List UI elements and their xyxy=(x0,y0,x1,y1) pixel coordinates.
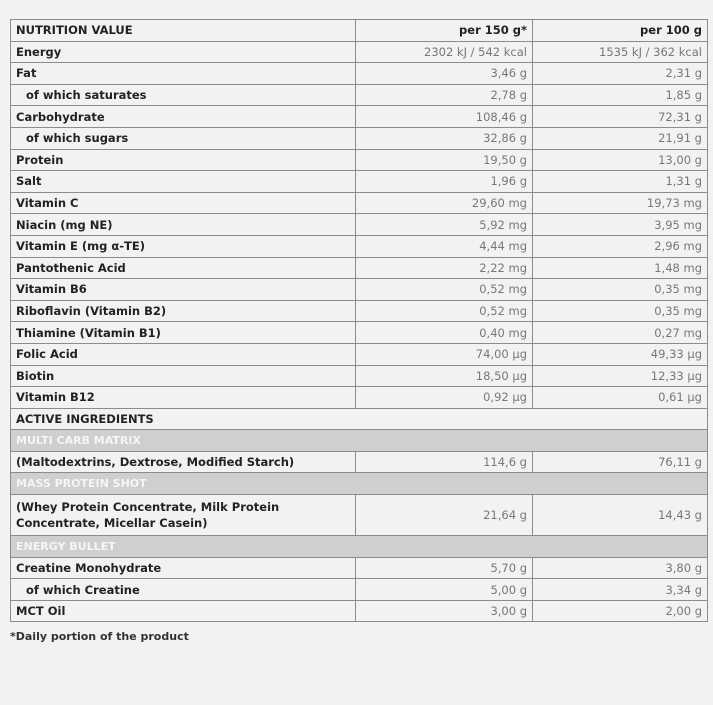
nutrient-rows xyxy=(11,41,708,408)
row-value-per-150g: 1,96 g xyxy=(356,171,533,193)
row-value-per-150g: 2,22 mg xyxy=(356,257,533,279)
active-ingredients-row xyxy=(11,408,708,430)
table-row xyxy=(11,300,708,322)
multi-carb-band xyxy=(11,430,708,452)
multi-carb-per-150g: 114,6 g xyxy=(356,451,533,473)
row-value-per-100g: 1535 kJ / 362 kcal xyxy=(533,41,708,63)
row-value-per-100g: 0,35 mg xyxy=(533,300,708,322)
row-value-per-150g: 2302 kJ / 542 kcal xyxy=(356,41,533,63)
active-ingredients-title: ACTIVE INGREDIENTS xyxy=(11,408,708,430)
row-value-per-100g: 2,31 g xyxy=(533,63,708,85)
table-row xyxy=(11,343,708,365)
table-row xyxy=(11,322,708,344)
row-value-per-100g: 3,95 mg xyxy=(533,214,708,236)
row-value-per-100g: 1,48 mg xyxy=(533,257,708,279)
row-label: Folic Acid xyxy=(11,343,356,365)
table-row xyxy=(11,192,708,214)
mass-protein-per-100g: 14,43 g xyxy=(533,495,708,536)
row-value-per-100g: 19,73 mg xyxy=(533,192,708,214)
row-value-per-150g: 32,86 g xyxy=(356,127,533,149)
row-value-per-100g: 1,31 g xyxy=(533,171,708,193)
row-value-per-100g: 0,61 µg xyxy=(533,387,708,409)
table-row xyxy=(11,579,708,601)
row-value-per-100g: 21,91 g xyxy=(533,127,708,149)
header-per-150g: per 150 g* xyxy=(356,20,533,42)
row-label: Energy xyxy=(11,41,356,63)
row-value-per-150g: 5,92 mg xyxy=(356,214,533,236)
table-row xyxy=(11,127,708,149)
row-label: of which saturates xyxy=(11,84,356,106)
row-value-per-150g: 5,70 g xyxy=(356,557,533,579)
row-value-per-100g: 0,27 mg xyxy=(533,322,708,344)
table-row xyxy=(11,365,708,387)
nutrition-table-container xyxy=(10,19,707,643)
table-row xyxy=(11,235,708,257)
active-ingredients-section xyxy=(11,408,708,557)
row-value-per-100g: 12,33 µg xyxy=(533,365,708,387)
row-value-per-150g: 0,40 mg xyxy=(356,322,533,344)
row-value-per-150g: 3,00 g xyxy=(356,600,533,622)
row-value-per-100g: 0,35 mg xyxy=(533,279,708,301)
row-label: Niacin (mg NE) xyxy=(11,214,356,236)
table-row xyxy=(11,41,708,63)
row-label: of which Creatine xyxy=(11,579,356,601)
mass-protein-band-label: MASS PROTEIN SHOT xyxy=(11,473,708,495)
multi-carb-band-label: MULTI CARB MATRIX xyxy=(11,430,708,452)
row-label: Carbohydrate xyxy=(11,106,356,128)
header-nutrition-value: NUTRITION VALUE xyxy=(11,20,356,42)
table-row xyxy=(11,451,708,473)
row-value-per-150g: 108,46 g xyxy=(356,106,533,128)
row-value-per-100g: 2,00 g xyxy=(533,600,708,622)
table-row xyxy=(11,106,708,128)
row-value-per-150g: 5,00 g xyxy=(356,579,533,601)
table-row xyxy=(11,214,708,236)
row-label: Salt xyxy=(11,171,356,193)
row-label: Protein xyxy=(11,149,356,171)
row-value-per-150g: 0,92 µg xyxy=(356,387,533,409)
row-label: Pantothenic Acid xyxy=(11,257,356,279)
multi-carb-ingredients: (Maltodextrins, Dextrose, Modified Starch) xyxy=(11,451,356,473)
mass-protein-band xyxy=(11,473,708,495)
table-row xyxy=(11,84,708,106)
row-label: Fat xyxy=(11,63,356,85)
mass-protein-per-150g: 21,64 g xyxy=(356,495,533,536)
table-row xyxy=(11,387,708,409)
row-value-per-100g: 49,33 µg xyxy=(533,343,708,365)
row-label: Vitamin E (mg α-TE) xyxy=(11,235,356,257)
row-label: MCT Oil xyxy=(11,600,356,622)
table-row xyxy=(11,257,708,279)
row-label: Creatine Monohydrate xyxy=(11,557,356,579)
row-value-per-100g: 1,85 g xyxy=(533,84,708,106)
row-label: Vitamin C xyxy=(11,192,356,214)
table-row xyxy=(11,63,708,85)
mass-protein-ingredients: (Whey Protein Concentrate, Milk Protein Concentrate, Micellar Casein) xyxy=(11,495,356,536)
table-row xyxy=(11,149,708,171)
energy-bullet-band-label: ENERGY BULLET xyxy=(11,536,708,558)
row-value-per-150g: 19,50 g xyxy=(356,149,533,171)
row-value-per-100g: 13,00 g xyxy=(533,149,708,171)
row-value-per-150g: 3,46 g xyxy=(356,63,533,85)
row-value-per-150g: 74,00 µg xyxy=(356,343,533,365)
row-value-per-100g: 3,34 g xyxy=(533,579,708,601)
row-label: of which sugars xyxy=(11,127,356,149)
nutrition-table xyxy=(10,19,708,622)
row-value-per-100g: 72,31 g xyxy=(533,106,708,128)
row-value-per-150g: 0,52 mg xyxy=(356,300,533,322)
footnote: *Daily portion of the product xyxy=(10,630,189,644)
row-value-per-150g: 29,60 mg xyxy=(356,192,533,214)
row-value-per-150g: 18,50 µg xyxy=(356,365,533,387)
row-value-per-150g: 0,52 mg xyxy=(356,279,533,301)
multi-carb-per-100g: 76,11 g xyxy=(533,451,708,473)
row-value-per-150g: 4,44 mg xyxy=(356,235,533,257)
row-label: Vitamin B12 xyxy=(11,387,356,409)
table-row xyxy=(11,171,708,193)
table-row xyxy=(11,279,708,301)
energy-bullet-rows xyxy=(11,557,708,622)
row-label: Vitamin B6 xyxy=(11,279,356,301)
row-label: Thiamine (Vitamin B1) xyxy=(11,322,356,344)
energy-bullet-band xyxy=(11,536,708,558)
table-row xyxy=(11,557,708,579)
header-per-100g: per 100 g xyxy=(533,20,708,42)
table-header-row xyxy=(11,20,708,42)
table-row xyxy=(11,600,708,622)
row-value-per-100g: 3,80 g xyxy=(533,557,708,579)
row-value-per-100g: 2,96 mg xyxy=(533,235,708,257)
table-row xyxy=(11,495,708,536)
row-label: Biotin xyxy=(11,365,356,387)
row-value-per-150g: 2,78 g xyxy=(356,84,533,106)
row-label: Riboflavin (Vitamin B2) xyxy=(11,300,356,322)
